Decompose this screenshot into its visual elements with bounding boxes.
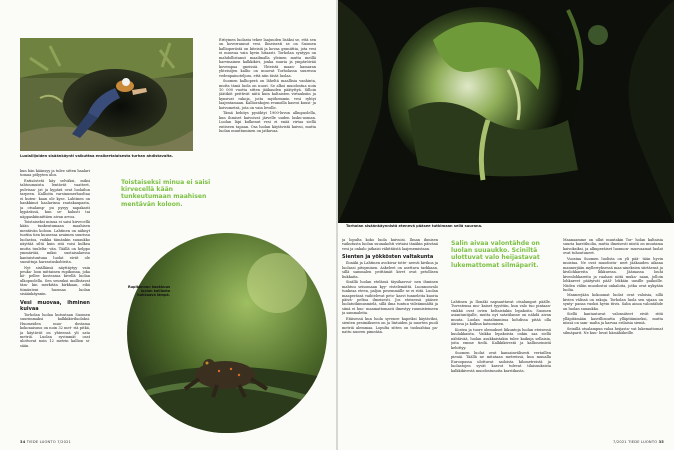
paragraph: Suomen luolat ovat kansainvälisesti vertaillen pieniä. Täällä ne mitataan metreissä, kun muualla Euroopassa ulottuvat sadoista kilometreistä ja luolastojen syvät kasvot tulevat tilaisuuksista kalkkikivestä muodostunoita karstikasta. — [451, 350, 551, 373]
toad-photo-caption: Rupikonnan kookkuus luolan kalliosta hohkaava lämpö. — [128, 285, 170, 298]
paragraph: Toistaiseksi minua ei saisi kirvecellä kään tunkeutumaan maahisen mentävän koloon. Lahtinen on nähnyt tuotiin tien kuusessa avaimen suurissa luolastoa, vaikka tämänkin suuaukko näyttää siltä kuin sitä voisi kulkea mutta tuulelta- vän. Täällä on helppo ymmärtää, miksi suotaisalaessa kantaistuntuna luolat eivät ole suosittuja harrastuskohteita. — [20, 219, 90, 265]
left-column-1 — [20, 169, 90, 437]
paragraph: Maanaamme on ollut muutakin Tor- holan kaltaisia suuria karstiluolia, mutta ilmeisesti niistä on muutama kaivoksiksi, ja alkuperäiset luonnon- muovaamat luolat ovat tuhoutuneet. — [563, 238, 663, 256]
right-column-2 — [451, 300, 551, 438]
right-column-1 — [342, 238, 438, 438]
pull-quote-right: Salin aivaa valontähde on luolan suuaukko. Sciniltä ulottuvat valo heijastavat lukemattomat silmäparit. — [451, 240, 540, 269]
toad-photo — [127, 233, 327, 433]
paragraph: Nyt sisällänsä näyttäytyy vain peuka- loon mittainen rupikonna, joka kö- pellee kosteassa kivellä luolan ulkopuolella. Sen seuraksi mullistavat täm- kin merkitän kirkkaan, eikä tiimäuteni huomaa luolan sisäänkäynnin. — [20, 265, 90, 297]
paragraph: Suomen kallioperä on läheltä maallisia vanhinta, mutta tämä luola on nuori. Se alkoi muodostua noin 10 000 vuotta sitten jääkauden päätyttyä. Silloin jäätiköt peittivät niitä kuin kaltaisten virtauksiin ja kynsivat rakoja, joita myöhemmin vesi ryhtyi laajentamaan. Kalliorakojen reunoilla kasvoi kuusi- ja koivumetsä, jota on vain levolle. — [219, 79, 316, 110]
subheading: Vesi muovaa, ihminen kuivaa — [20, 299, 90, 312]
paragraph: Mannerjään kokoamat luolat ovat valoisia, sillä kivien välissä on rakoja. Torholan luola sen sijaan on synty- pansa vuoksi hyvin tiivis. Salin ainoa valontähde on luolan suuaukko. — [563, 293, 663, 311]
paragraph: Siellä kantautuvat valonsäteet eivät riitä ylläpitämään kasvillisuutta ylläpitämiseksi, mutta niissä on sam- malta ja karvaa erilaisia sieniä. — [563, 312, 663, 326]
caver-photo — [20, 38, 193, 151]
paragraph: Sisällä luolan etelässä täysikasvui- nen ihminen mahtuu seisomaan kyy- ristelemättä. Luonnonvalo tunkeaa eteen, paljon pesemmälle se ei riitä. Luolan maaperässä vaihtelevat peto- kasvi tunneleita kuoria päivä- peltoa ilmeisesti. Jos eteisessä pääsee luolatutkimusmielä, sillä ilma tuntuu viileämmältä ja siinä ei huo- maamattomasti ilmestyy ruumisteineen ja sammaleita. — [342, 280, 438, 316]
paragraph: Ilonäki ja Lahtinen avokivar totte- neesti kivikoa ja luolassi pitsyminen. Askeleet on asettava tarkkaan, sillä sammalen peittämät kivet ovat petollisen liukkaita. — [342, 261, 438, 279]
paragraph: Vuosina Suomen luolista on yli pää- tään hyvin muistaa. Ne ovat muodostu- neet jääkauden aikana mannerjään myllerryksessä maa-aineksien siirtäessä ja kivilohkareita liikkuessa. Jäämassa louhi kivenlohkareita ja raahasi niitä muka- naan, jolloin lohkareet päätyivät pääl- lekkäin uusille paikoille. Niiden väliin muodostui onkaloita, jotka ovat nykyään luolia. — [563, 256, 663, 292]
subheading: Sienten ja yökkösten valtakunta — [342, 254, 434, 261]
caver-photo-caption: Luolailijoiden sisäänkäynti vaikuttaa ensikertalaisesta turhan ahdistavalta. — [20, 154, 174, 158]
right-column-3 — [563, 238, 663, 438]
left-page — [0, 0, 336, 450]
paragraph: Seinillä otsalampun valoa heijasta- vat lukemattomat silmäparit. Ne kuu- luvat hämähäkeille. — [563, 326, 663, 336]
paragraph: Entisöstetä käy selväksi, miksi tahtoumuista lentävät vaatteet, pulvisaa- jat ja kypärä ovat luolailun tarpeen. Kallioita varsinumerhuoltaa ei kuten- kaan ole kyse. Lahtinen on hankkinut haalarinsa rautakaupasta, ja otsalamp- pu pysyy napakasti kypärässä, kun se- kalusti tai näppaskiinnittäen aivan arvoa. — [20, 178, 90, 219]
paragraph: Torholan luolaa kutsutaan Suomen suurimmaksi kalkkikiviluolaksi. Huomeiden muo- dostama kokonaisuus on noin 32 met- riä pitkä, ja käytävät on yhteensä yli sata metriä. Luolan syvimmät osat ulottuvat noin 12 metrin kallion si- sään. — [20, 312, 90, 348]
paragraph: Kostea ja tuore olemukset liikuntoja luolan eteisessä kuulakkaista. Vaikka lepakoista onkin saa siellä nähtävää, luolan asukkaistakin tulee kaikuja sellaisia, joita emme tiedä. Kalkkikivestä ja kallioseinistä kehittyy. — [451, 327, 551, 350]
left-column-2 — [219, 38, 316, 176]
paragraph: kun hän käänsyy ja tulee sitten haalari tomua pölyyten ulos. — [20, 169, 90, 178]
cave-photo-caption: Torholan sisäänkäynnistä etenevä pääsee tutkimaan sellä suurana. — [346, 224, 483, 228]
paragraph: Tämä kehitys pysähtyi 1900-luvun alkupuolella, kun ihmiset kaivoivat järvelle uuden lasku-uoman. Luolan läpi kulkenut vesi ei enää virtaa siellä entiseen tapaan. Osa luolan käytävistä kuivui, mutta luolan muuttuminen on jatkuvaa. — [219, 111, 316, 134]
paragraph: ja lopulta koko luola kuivuisi. Ilman ihmisen vaikutusta luolan suunakohti virtaisi tänäkin päivänä vesi ja onkalo jatkaisi vähittäistä laajenemistaan. — [342, 238, 438, 251]
paragraph: Etäisessä kun luola syvenee kapeiksi käytäviksi, sienten pesimäkseen on ja lintuiden ja nuorten puoli metriä alemmaa. Lopulta sitten on tuoksahtaa pa- nattu nuoren pimeään. — [342, 316, 438, 335]
right-page — [338, 0, 674, 450]
paragraph: Lahtinen ja Ilonäki napsauttavat otsalamput päälle. Tuvestensa mu- kaiset tyysttiin, kun valo tuo pintaan- vinkkä ovat ovien keltaistakin lepakoita. Suomen asiantuntijalle, mutta nyt satatilanne on nähdä aivan muuta. Luolan matalimmissa kohdissa pitää olla ääriosa ja kulkua katsomisen. — [451, 300, 551, 327]
pull-quote: Toistaiseksi minua ei saisi kirvecellä kään tunkeutumaan maahisen mentävän koloon. — [121, 179, 211, 208]
paragraph: Erityinen luolasta tekee laajuuden lisäksi se, että sen on koverrannut vesi. Ilmeisesti se on Suomen kallioperästä on kiteisiä ja kovaa graniittia, jota vesi ei muovaa vain hyvin hitaasti. Torholan syntyyn on mahdollistanut maailmalla yleinen mutta meillä harvinainen kalkkikivi, jonka suuria ja ympäröivää kovempaa gneissiä. Yhteistä maan- kamaran yhteisöjen kallio on muovat Torholassa suuressa vedenpainoteljoss, että niin tästä luolaa. — [219, 38, 316, 78]
folio-right: 7/2021 TIEDE LUONTO 35 — [612, 440, 664, 444]
cave-photo — [338, 0, 674, 223]
folio-left: 34 TIEDE LUONTO 7/2021 — [20, 440, 72, 444]
